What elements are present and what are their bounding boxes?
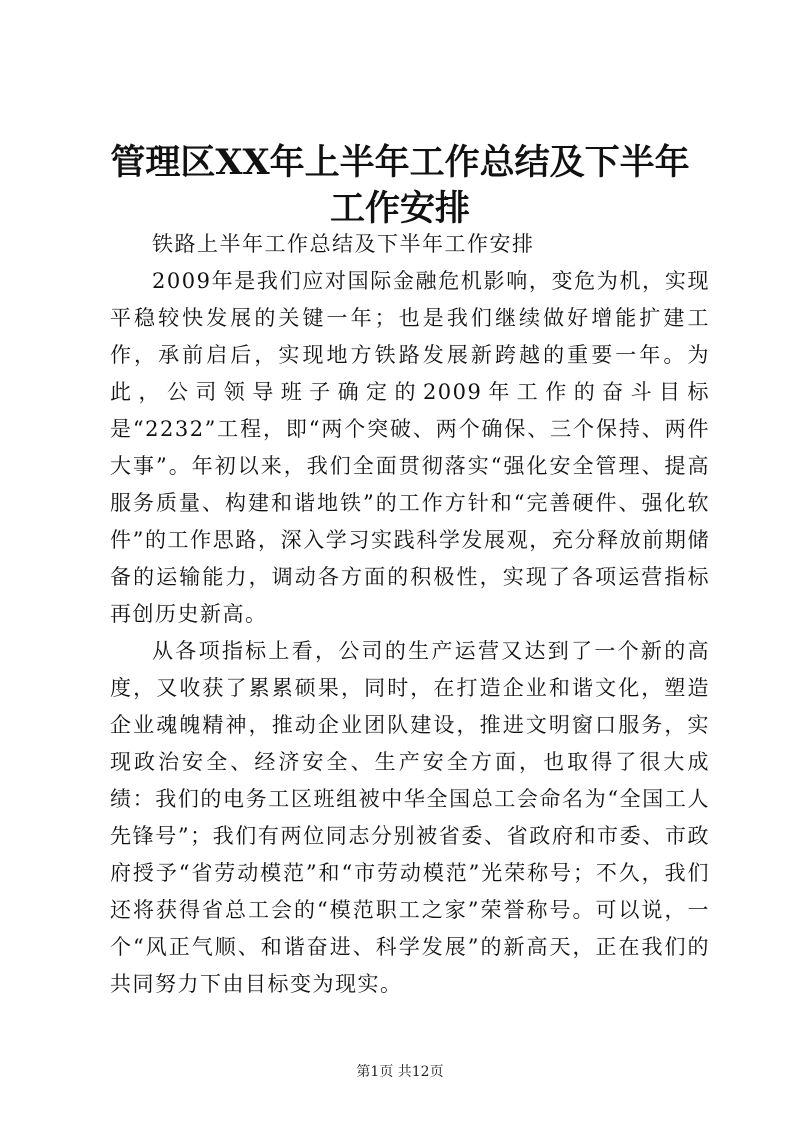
page-footer [0,1063,800,1081]
subtitle-paragraph: 铁路上半年工作总结及下半年工作安排 [152,232,535,256]
document-title: 管理区XX年上半年工作总结及下半年工作安排 [110,142,690,229]
body-paragraph-2: 从各项指标上看，公司的生产运营又达到了一个新的高度，又收获了累累硕果，同时，在打造企业和谐文化，塑造企业魂魄精神，推动企业团队建设，推进文明窗口服务，实现政治安全、经济安全、生产安全方面，也取得了很大成绩：我们的电务工区班组被中华全国总工会命名为“全国工人先锋号”；我们有两位同志分别被省委、省政府和市委、市政府授予“省劳动模范”和“市劳动模范”光荣称号；不久，我们还将获得省总工会的“模范职工之家”荣誉称号。可以说，一个“风正气顺、和谐奋进、科学发展”的新高天，正在我们的共同努力下由目标变为现实。 [110,639,710,996]
document-body [110,226,710,1003]
body-paragraph-1: 2009年是我们应对国际金融危机影响，变危为机，实现平稳较快发展的关键一年；也是我们继续做好增能扩建工作，承前启后，实现地方铁路发展新跨越的重要一年。为此，公司领导班子确定的2009年工作的奋斗目标是“2232”工程，即“两个突破、两个确保、三个保持、两件大事”。年初以来，我们全面贯彻落实“强化安全管理、提高服务质量、构建和谐地铁”的工作方针和“完善硬件、强化软件”的工作思路，深入学习实践科学发展观，充分释放前期储备的运输能力，调动各方面的积极性，实现了各项运营指标再创历史新高。 [110,269,710,626]
page-number: 第1页 共12页 [356,1064,444,1080]
